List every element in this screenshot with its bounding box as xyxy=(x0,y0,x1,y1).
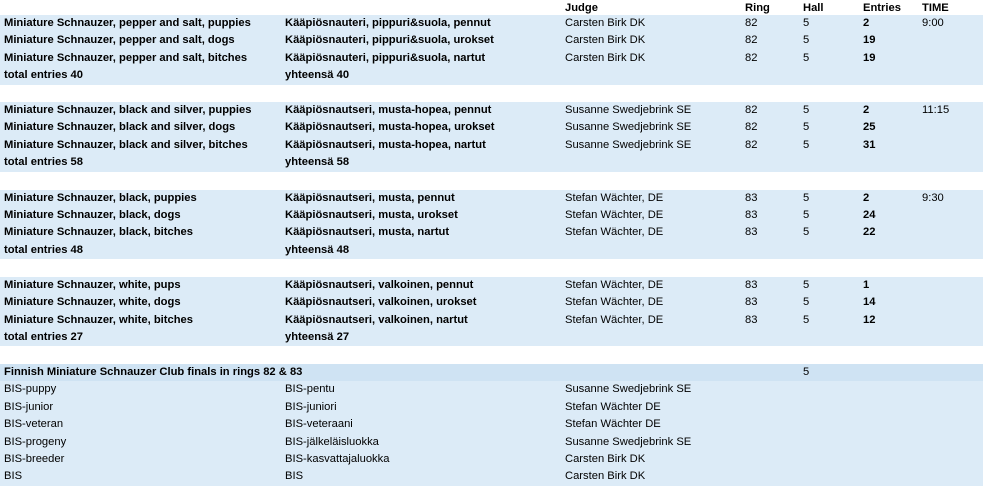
judge-cell: Stefan Wächter, DE xyxy=(565,208,664,221)
finals-row xyxy=(0,416,983,433)
hall-cell: 5 xyxy=(803,17,810,29)
table-row xyxy=(0,119,983,136)
table-row xyxy=(0,224,983,241)
judge-cell: Stefan Wächter, DE xyxy=(565,296,664,309)
class-name-fi: Kääpiösnauteri, pippuri&suola, urokset xyxy=(285,34,494,47)
entries-cell: 31 xyxy=(863,138,876,151)
entries-cell: 2 xyxy=(863,191,870,204)
total-entries-fi: yhteensä 40 xyxy=(285,69,350,82)
total-row xyxy=(0,242,983,259)
table-row xyxy=(0,137,983,154)
finals-class-en: BIS-breeder xyxy=(4,453,65,465)
finals-row xyxy=(0,381,983,398)
finals-judge: Stefan Wächter DE xyxy=(565,418,661,431)
class-name-fi: Kääpiösnautseri, musta, urokset xyxy=(285,208,458,221)
hall-cell: 5 xyxy=(803,121,810,134)
class-name-en: Miniature Schnauzer, black and silver, dogs xyxy=(4,121,236,134)
entries-cell: 2 xyxy=(863,17,870,29)
class-name-en: Miniature Schnauzer, black, bitches xyxy=(4,226,194,239)
judge-cell: Stefan Wächter, DE xyxy=(565,278,664,291)
class-name-fi: Kääpiösnautseri, musta, pennut xyxy=(285,191,455,204)
judge-cell: Carsten Birk DK xyxy=(565,34,646,47)
table-row xyxy=(0,15,983,32)
ring-cell: 83 xyxy=(745,226,758,239)
class-name-fi: Kääpiösnautseri, musta, nartut xyxy=(285,226,450,239)
judge-cell: Susanne Swedjebrink SE xyxy=(565,138,692,151)
judge-cell: Stefan Wächter, DE xyxy=(565,313,664,326)
entries-cell: 19 xyxy=(863,51,876,64)
table-row xyxy=(0,207,983,224)
judge-cell: Susanne Swedjebrink SE xyxy=(565,121,692,134)
class-name-en: Miniature Schnauzer, white, bitches xyxy=(4,313,193,326)
judge-cell: Carsten Birk DK xyxy=(565,51,646,64)
finals-class-en: BIS xyxy=(4,470,23,483)
finals-header-row xyxy=(0,364,983,381)
judge-cell: Stefan Wächter, DE xyxy=(565,191,664,204)
entries-cell: 12 xyxy=(863,313,876,326)
total-entries-en: total entries 48 xyxy=(4,243,83,256)
judge-cell: Stefan Wächter, DE xyxy=(565,226,664,239)
finals-class-fi: BIS-veteraani xyxy=(285,418,353,431)
class-name-en: Miniature Schnauzer, black and silver, puppies xyxy=(4,104,252,116)
hall-cell: 5 xyxy=(803,278,810,291)
total-row xyxy=(0,329,983,346)
class-name-fi: Kääpiösnautseri, musta-hopea, urokset xyxy=(285,121,495,134)
class-name-fi: Kääpiösnautseri, valkoinen, nartut xyxy=(285,313,468,326)
ring-cell: 82 xyxy=(745,138,758,151)
table-row xyxy=(0,294,983,311)
finals-row xyxy=(0,434,983,451)
finals-judge: Susanne Swedjebrink SE xyxy=(565,383,692,396)
entries-cell: 22 xyxy=(863,226,876,239)
hall-cell: 5 xyxy=(803,191,810,204)
entries-cell: 1 xyxy=(863,278,870,291)
finals-class-en: BIS-progeny xyxy=(4,435,67,448)
total-entries-fi: yhteensä 58 xyxy=(285,156,350,169)
finals-class-fi: BIS xyxy=(285,470,304,483)
finals-judge: Stefan Wächter DE xyxy=(565,400,661,413)
class-name-en: Miniature Schnauzer, black and silver, bitches xyxy=(4,138,248,151)
ring-cell: 82 xyxy=(745,104,758,116)
hall-cell: 5 xyxy=(803,226,810,239)
finals-row xyxy=(0,451,983,468)
finals-class-en: BIS-junior xyxy=(4,400,54,413)
finals-class-fi: BIS-kasvattajaluokka xyxy=(285,453,390,465)
ring-cell: 83 xyxy=(745,278,758,291)
class-name-en: Miniature Schnauzer, pepper and salt, bitches xyxy=(4,51,248,64)
total-entries-en: total entries 58 xyxy=(4,156,83,169)
time-cell: 9:00 xyxy=(922,17,944,29)
table-row xyxy=(0,102,983,119)
ring-cell: 83 xyxy=(745,313,758,326)
entries-cell: 19 xyxy=(863,34,876,47)
finals-judge: Carsten Birk DK xyxy=(565,470,646,483)
total-entries-en: total entries 27 xyxy=(4,331,83,343)
finals-class-en: BIS-puppy xyxy=(4,383,57,396)
table-row xyxy=(0,312,983,329)
class-name-fi: Kääpiösnautseri, musta-hopea, pennut xyxy=(285,104,492,116)
total-entries-fi: yhteensä 27 xyxy=(285,331,350,343)
finals-judge: Susanne Swedjebrink SE xyxy=(565,435,692,448)
class-name-fi: Kääpiösnauteri, pippuri&suola, pennut xyxy=(285,17,491,29)
time-cell: 11:15 xyxy=(922,104,950,116)
class-name-fi: Kääpiösnautseri, valkoinen, pennut xyxy=(285,278,474,291)
hall-cell: 5 xyxy=(803,104,810,116)
total-entries-fi: yhteensä 48 xyxy=(285,243,350,256)
class-name-en: Miniature Schnauzer, white, pups xyxy=(4,278,181,291)
judge-cell: Carsten Birk DK xyxy=(565,17,646,29)
class-name-fi: Kääpiösnauteri, pippuri&suola, nartut xyxy=(285,51,486,64)
table-row xyxy=(0,190,983,207)
finals-hall: 5 xyxy=(803,366,810,378)
time-cell: 9:30 xyxy=(922,191,944,204)
finals-class-fi: BIS-juniori xyxy=(285,400,337,413)
class-name-fi: Kääpiösnautseri, valkoinen, urokset xyxy=(285,296,477,309)
finals-class-en: BIS-veteran xyxy=(4,418,64,431)
judge-cell: Susanne Swedjebrink SE xyxy=(565,104,692,116)
ring-cell: 83 xyxy=(745,208,758,221)
finals-row xyxy=(0,468,983,485)
class-name-en: Miniature Schnauzer, black, puppies xyxy=(4,191,197,204)
entries-cell: 25 xyxy=(863,121,876,134)
hall-cell: 5 xyxy=(803,296,810,309)
finals-class-fi: BIS-pentu xyxy=(285,383,335,396)
total-entries-en: total entries 40 xyxy=(4,69,83,82)
entries-cell: 24 xyxy=(863,208,876,221)
class-name-en: Miniature Schnauzer, pepper and salt, dogs xyxy=(4,34,235,47)
total-row xyxy=(0,67,983,84)
finals-row xyxy=(0,399,983,416)
ring-cell: 83 xyxy=(745,191,758,204)
entries-cell: 2 xyxy=(863,104,870,116)
total-row xyxy=(0,154,983,171)
header-entries: Entries xyxy=(863,2,901,14)
table-row xyxy=(0,50,983,67)
ring-cell: 82 xyxy=(745,51,758,64)
table-row xyxy=(0,32,983,49)
ring-cell: 82 xyxy=(745,17,758,29)
finals-judge: Carsten Birk DK xyxy=(565,453,646,465)
ring-cell: 83 xyxy=(745,296,758,309)
hall-cell: 5 xyxy=(803,138,810,151)
header-judge: Judge xyxy=(565,2,598,14)
finals-class-fi: BIS-jälkeläisluokka xyxy=(285,435,379,448)
ring-cell: 82 xyxy=(745,121,758,134)
class-name-en: Miniature Schnauzer, pepper and salt, puppies xyxy=(4,17,251,29)
class-name-en: Miniature Schnauzer, white, dogs xyxy=(4,296,181,309)
header-hall: Hall xyxy=(803,2,824,14)
header-time: TIME xyxy=(922,2,949,14)
ring-cell: 82 xyxy=(745,34,758,47)
finals-title: Finnish Miniature Schnauzer Club finals in rings 82 & 83 xyxy=(4,366,303,378)
hall-cell: 5 xyxy=(803,208,810,221)
class-name-fi: Kääpiösnautseri, musta-hopea, nartut xyxy=(285,138,486,151)
class-name-en: Miniature Schnauzer, black, dogs xyxy=(4,208,181,221)
hall-cell: 5 xyxy=(803,34,810,47)
hall-cell: 5 xyxy=(803,51,810,64)
hall-cell: 5 xyxy=(803,313,810,326)
table-row xyxy=(0,277,983,294)
entries-cell: 14 xyxy=(863,296,876,309)
header-ring: Ring xyxy=(745,2,770,14)
